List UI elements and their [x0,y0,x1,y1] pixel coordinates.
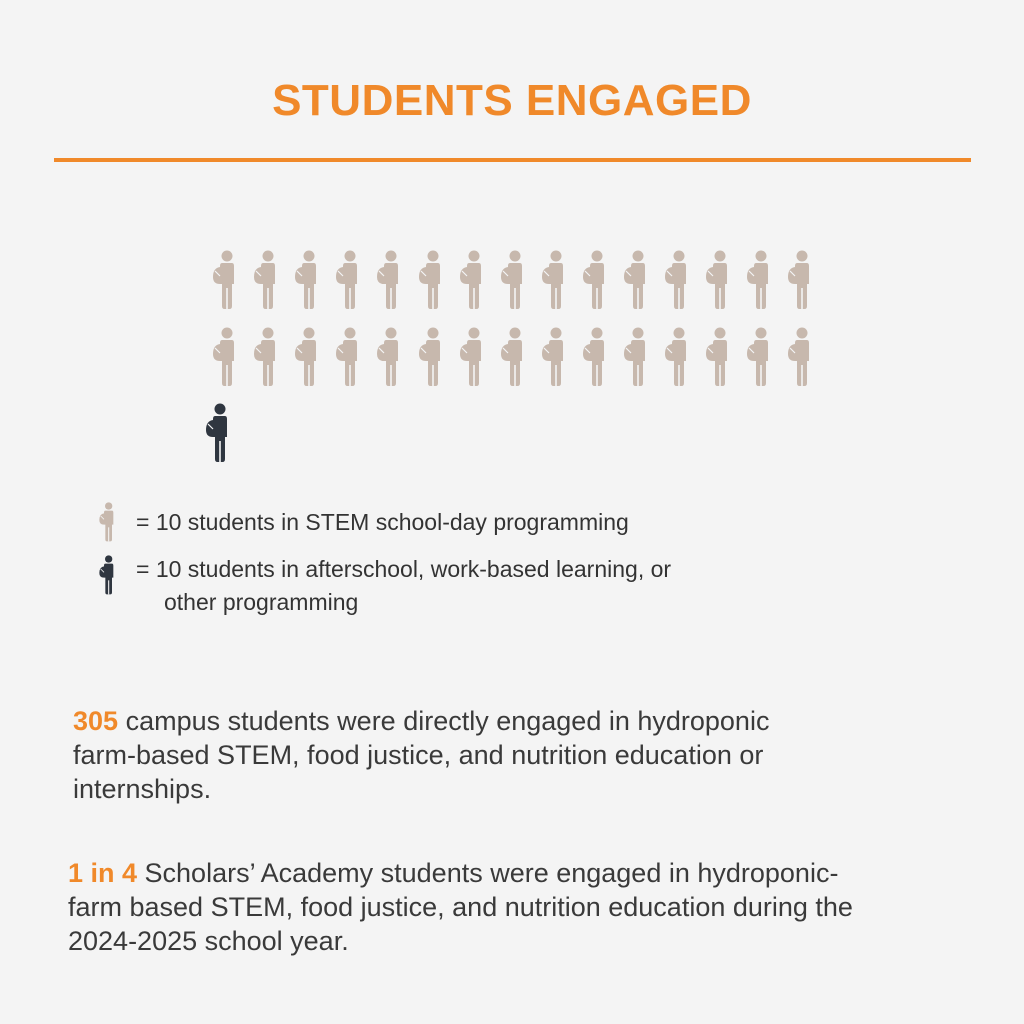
stem-student-icon [787,327,815,387]
stem-student-icon [500,250,528,310]
stat-campus-students [73,704,769,806]
stem-student-icon [623,327,651,387]
stat1-line2: farm-based STEM, food justice, and nutrition education or [73,740,764,770]
stat1-text1: campus students were directly engaged in hydroponic [118,706,770,736]
stat2-line2: farm based STEM, food justice, and nutrition education during the [68,892,853,922]
stem-student-icon [335,250,363,310]
legend-other-text-line2: other programming [164,589,359,615]
student-pictogram [0,0,1024,480]
stat2-line1 [68,856,853,890]
stem-student-icon [705,250,733,310]
legend-stem-text: = 10 students in STEM school-day programming [136,509,629,535]
stem-student-icon [98,502,118,542]
stem-student-icon [582,250,610,310]
stem-student-icon [746,327,774,387]
stem-student-icon [541,250,569,310]
stem-student-icon [664,327,692,387]
stem-student-icon [582,327,610,387]
other-student-icon [205,403,233,463]
page-title: STUDENTS ENGAGED [272,76,752,125]
stem-student-icon [212,250,240,310]
legend-other-text-line1: = 10 students in afterschool, work-based learning, or [136,556,672,582]
stem-student-icon [294,327,322,387]
stem-student-icon [253,327,281,387]
stat2-highlight: 1 in 4 [68,858,138,888]
stat1-line1 [73,704,769,738]
stem-student-icon [459,250,487,310]
stem-student-icon [335,327,363,387]
stem-student-icon [294,250,322,310]
stat2-text1: Scholars’ Academy students were engaged in hydroponic- [137,858,839,888]
stem-student-icon [664,250,692,310]
stem-student-icon [418,327,446,387]
stem-student-icon [212,327,240,387]
stem-student-icon [418,250,446,310]
stat2-line3: 2024-2025 school year. [68,926,349,956]
stem-student-icon [623,250,651,310]
stem-student-icon [787,250,815,310]
stat1-line3: internships. [73,774,212,804]
stat1-highlight: 305 [73,706,119,736]
other-student-icon [98,555,118,595]
stem-student-icon [459,327,487,387]
stem-student-icon [541,327,569,387]
stem-student-icon [705,327,733,387]
stem-student-icon [376,250,404,310]
stem-student-icon [253,250,281,310]
stat-scholars-academy [68,856,853,958]
stem-student-icon [746,250,774,310]
stem-student-icon [500,327,528,387]
stem-student-icon [376,327,404,387]
